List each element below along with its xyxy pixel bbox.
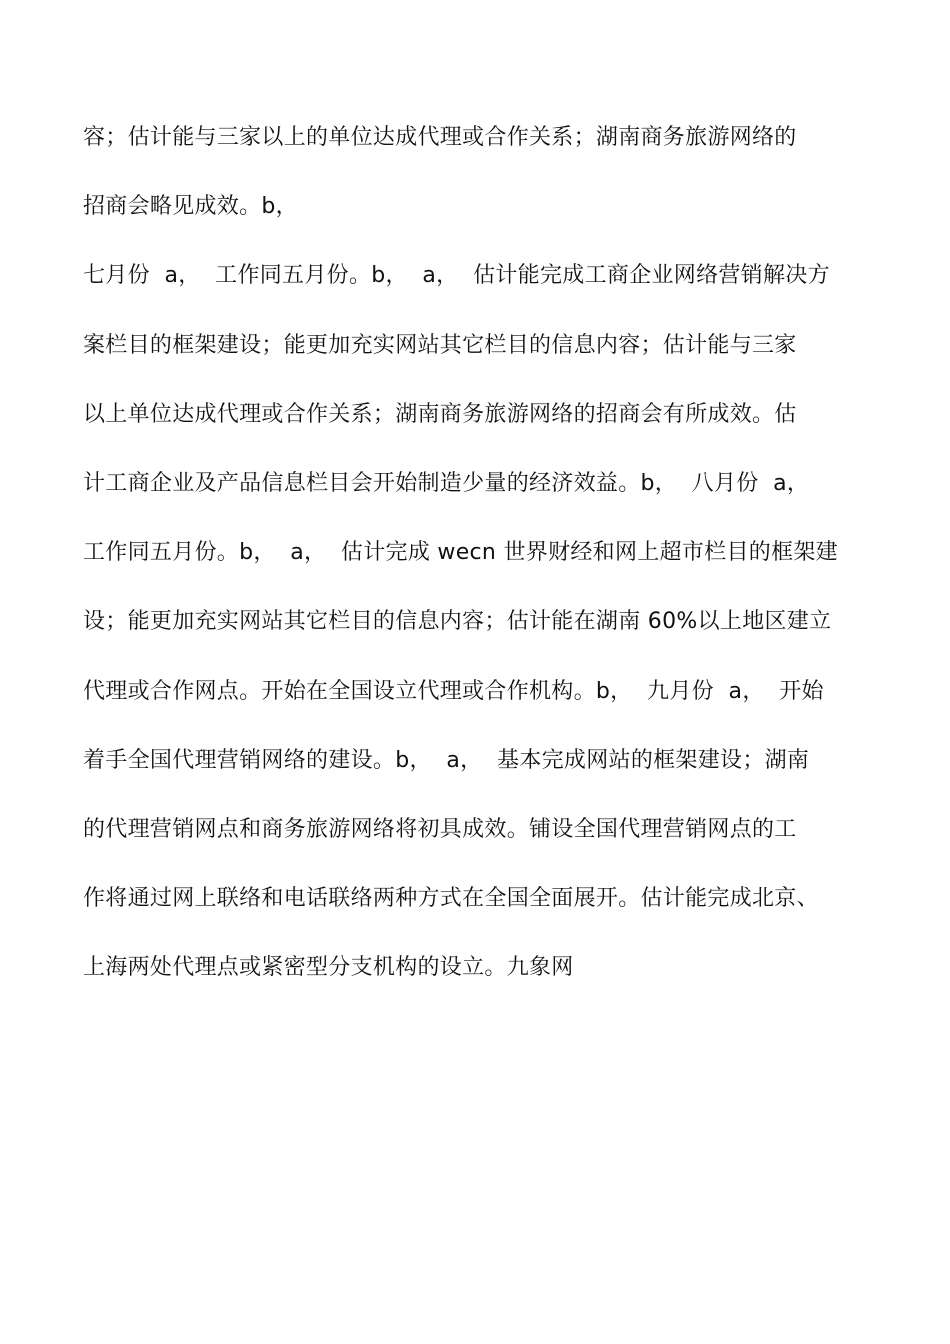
body-text	[83, 114, 873, 1013]
text-line: 容；估计能与三家以上的单位达成代理或合作关系；湖南商务旅游网络的	[83, 125, 797, 150]
text-line: 着手全国代理营销网络的建设。b， a， 基本完成网站的框架建设；湖南	[83, 747, 810, 773]
text-line: 工作同五月份。b， a， 估计完成 wecn 世界财经和网上超市栏目的框架建	[83, 540, 838, 566]
text-line: 招商会略见成效。b，	[83, 194, 298, 220]
text-line: 以上单位达成代理或合作关系；湖南商务旅游网络的招商会有所成效。估	[83, 401, 797, 427]
text-line: 七月份 a， 工作同五月份。b， a， 估计能完成工商企业网络营销解决方	[83, 263, 830, 289]
text-line: 计工商企业及产品信息栏目会开始制造少量的经济效益。b， 八月份 a，	[83, 470, 810, 496]
text-line: 作将通过网上联络和电话联络两种方式在全国全面展开。估计能完成北京、	[83, 886, 819, 912]
text-line: 上海两处代理点或紧密型分支机构的设立。九象网	[83, 955, 574, 981]
text-line: 代理或合作网点。开始在全国设立代理或合作机构。b， 九月份 a， 开始	[83, 678, 824, 704]
text-line: 设；能更加充实网站其它栏目的信息内容；估计能在湖南 60%以上地区建立	[83, 609, 832, 635]
text-line: 案栏目的框架建设；能更加充实网站其它栏目的信息内容；估计能与三家	[83, 332, 797, 358]
text-line: 的代理营销网点和商务旅游网络将初具成效。铺设全国代理营销网点的工	[83, 816, 797, 842]
